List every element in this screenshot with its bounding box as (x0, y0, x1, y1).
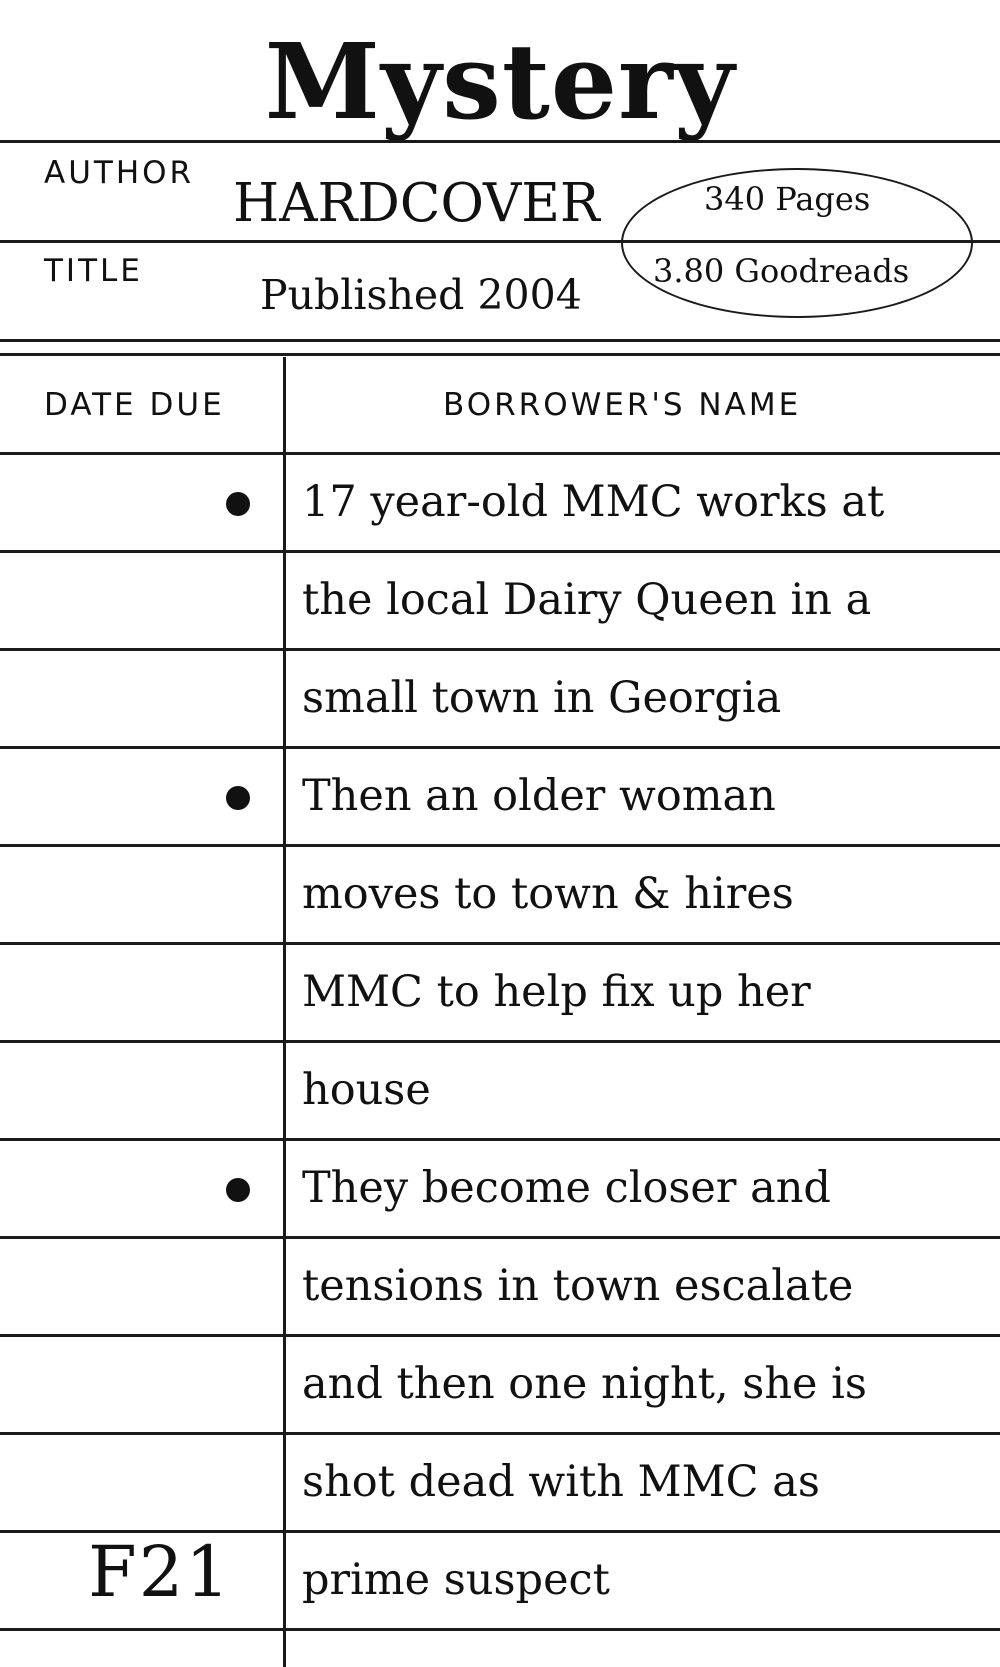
row-text: small town in Georgia (302, 673, 782, 723)
format-value: HARDCOVER (233, 173, 600, 234)
table-row (0, 1434, 1000, 1532)
row-divider (0, 1628, 1000, 1631)
genre-title: Mystery (264, 20, 736, 143)
table-row (0, 650, 1000, 748)
row-text: shot dead with MMC as (302, 1457, 820, 1507)
row-text: prime suspect (302, 1555, 610, 1605)
author-label: AUTHOR (44, 155, 195, 191)
table-row (0, 944, 1000, 1042)
row-text: tensions in town escalate (302, 1261, 854, 1311)
table-row (0, 846, 1000, 944)
table-row (0, 1336, 1000, 1434)
row-text: 17 year-old MMC works at (302, 477, 885, 527)
borrower-name-header: BORROWER'S NAME (443, 387, 802, 423)
divider (0, 353, 1000, 356)
row-text: Then an older woman (302, 771, 776, 821)
table-row (0, 1042, 1000, 1140)
bullet-icon (226, 786, 250, 810)
table-row (0, 552, 1000, 650)
bullet-icon (226, 492, 250, 516)
divider (0, 339, 1000, 342)
table-row (0, 1238, 1000, 1336)
row-text: MMC to help fix up her (302, 967, 811, 1017)
row-text: They become closer and (302, 1163, 831, 1213)
row-text: moves to town & hires (302, 869, 794, 919)
row-text: house (302, 1065, 431, 1115)
published-value: Published 2004 (260, 271, 582, 319)
title-label: TITLE (44, 253, 143, 289)
pages-count: 340 Pages (704, 180, 871, 218)
shelf-code: F21 (88, 1531, 232, 1613)
goodreads-rating: 3.80 Goodreads (653, 252, 910, 290)
table-row (0, 748, 1000, 846)
divider (0, 140, 1000, 143)
table-row (0, 454, 1000, 552)
date-due-header: DATE DUE (44, 387, 225, 423)
row-text: the local Dairy Queen in a (302, 575, 872, 625)
table-row (0, 1140, 1000, 1238)
bullet-icon (226, 1178, 250, 1202)
row-text: and then one night, she is (302, 1359, 867, 1409)
